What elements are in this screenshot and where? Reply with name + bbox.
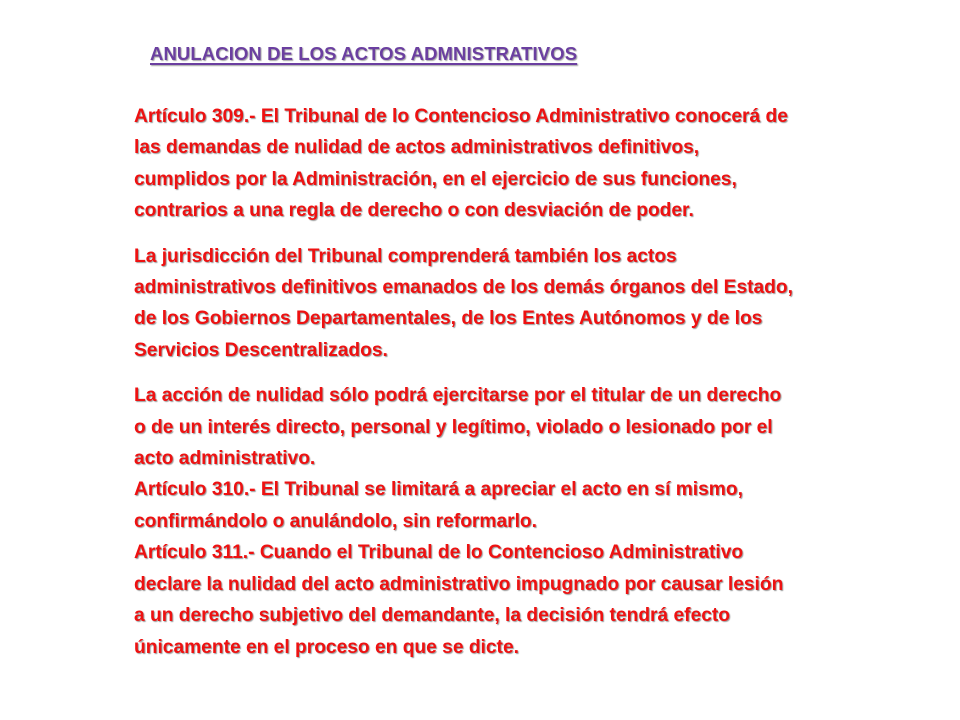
slide-title: ANULACION DE LOS ACTOS ADMNISTRATIVOS <box>150 43 578 64</box>
text-line: La jurisdicción del Tribunal comprenderá también los actos <box>134 245 677 267</box>
paragraph-jurisdiction <box>134 241 854 367</box>
text-line: de los Gobiernos Departamentales, de los Entes Autónomos y de los <box>134 308 763 330</box>
text-line: declare la nulidad del acto administrativo impugnado por causar lesión <box>134 573 784 595</box>
paragraph-article-310 <box>134 474 854 537</box>
text-line: únicamente en el proceso en que se dicte. <box>134 636 519 658</box>
text-line: Artículo 309.- El Tribunal de lo Contencioso Administrativo conocerá de <box>134 106 788 127</box>
paragraph-nullity-action <box>134 380 854 474</box>
text-line: confirmándolo o anulándolo, sin reformarlo. <box>134 510 537 532</box>
text-line: acto administrativo. <box>134 448 316 470</box>
paragraph-article-309 <box>134 101 854 227</box>
text-line: contrarios a una regla de derecho o con desviación de poder. <box>134 200 694 222</box>
text-line: las demandas de nulidad de actos administrativos definitivos, <box>134 137 700 159</box>
text-line: Artículo 311.- Cuando el Tribunal de lo Contencioso Administrativo <box>134 542 744 564</box>
text-line: Artículo 310.- El Tribunal se limitará a apreciar el acto en sí mismo, <box>134 479 743 501</box>
text-line: a un derecho subjetivo del demandante, la decisión tendrá efecto <box>134 605 731 627</box>
paragraph-article-311 <box>134 537 854 663</box>
text-line: cumplidos por la Administración, en el ejercicio de sus funciones, <box>134 168 737 190</box>
text-line: Servicios Descentralizados. <box>134 339 388 361</box>
text-line: administrativos definitivos emanados de los demás órganos del Estado, <box>134 277 793 299</box>
slide-body <box>134 101 854 663</box>
text-line: o de un interés directo, personal y legítimo, violado o lesionado por el <box>134 416 773 438</box>
text-line: La acción de nulidad sólo podrá ejercitarse por el titular de un derecho <box>134 385 782 407</box>
